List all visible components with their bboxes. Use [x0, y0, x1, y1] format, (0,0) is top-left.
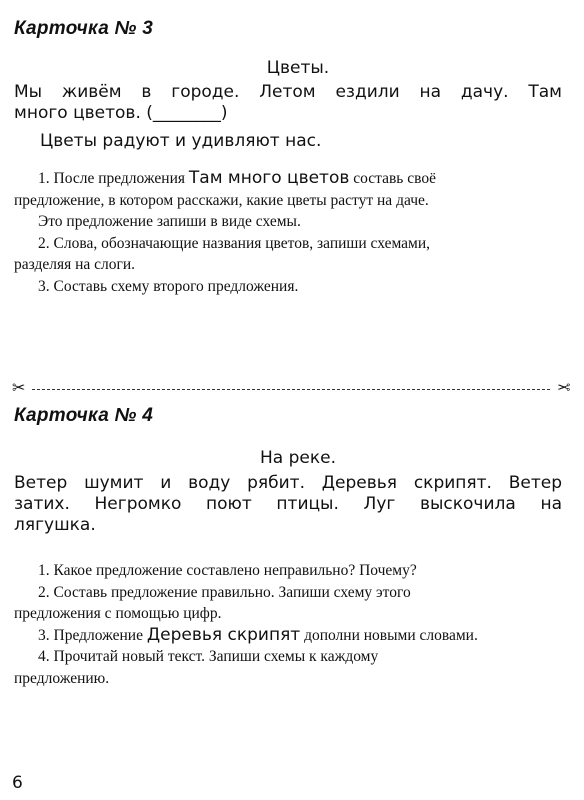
story-line: много цветов. (________) [14, 103, 228, 123]
task-text: дополни новыми словами. [300, 626, 478, 644]
task-item: 3. Составь схему второго предложения. [38, 277, 299, 295]
card-4-tasks [14, 560, 564, 689]
story-line: лягушка. [14, 515, 96, 535]
story-line: Цветы радуют и удивляют нас. [40, 131, 322, 151]
task-item: 2. Составь предложение правильно. Запиши схему этого [38, 583, 411, 601]
task-item: 4. Прочитай новый текст. Запиши схемы к каждому [38, 648, 379, 665]
card-3-tasks [14, 168, 564, 297]
task-item-continued: предложения с помощью цифр. [14, 605, 222, 622]
card-4-story-heading: На реке. [260, 448, 336, 468]
card-4-story [14, 473, 562, 536]
cut-line [12, 378, 570, 397]
story-line: затих. Негромко поют птицы. Луг выскочила на [14, 494, 562, 514]
task-item: 1. Какое предложение составлено неправильно? Почему? [38, 562, 417, 579]
scissors-icon: ✂ [556, 378, 570, 397]
story-line: Ветер шумит и воду рябит. Деревья скрипят. Ветер [14, 473, 562, 493]
task-item-continued: предложение, в котором расскажи, какие цветы растут на даче. [14, 191, 429, 209]
task-text: 1. После предложения [38, 170, 189, 187]
card-4-title: Карточка № 4 [14, 405, 154, 426]
card-3-title: Карточка № 3 [14, 18, 154, 39]
task-text: составь своё [349, 170, 436, 187]
scissors-icon: ✂ [12, 378, 26, 397]
task-item-continued: разделяя на слоги. [14, 256, 136, 273]
page-number: 6 [12, 773, 23, 793]
task-item: 2. Слова, обозначающие названия цветов, запиши схемами, [38, 234, 431, 252]
dashed-divider [32, 389, 550, 390]
task-text: 3. Предложение [38, 626, 147, 644]
story-line: Мы живём в городе. Летом ездили на дачу. Там [14, 82, 562, 102]
task-item [14, 168, 564, 190]
task-item-continued: Это предложение запиши в виде схемы. [38, 213, 301, 230]
task-item-continued: предложению. [14, 669, 110, 687]
card-3-story [14, 82, 562, 124]
highlighted-phrase: Деревья скрипят [146, 624, 301, 645]
task-item [14, 625, 564, 647]
card-3-story-heading: Цветы. [266, 58, 330, 78]
highlighted-phrase: Там много цветов [188, 168, 350, 188]
